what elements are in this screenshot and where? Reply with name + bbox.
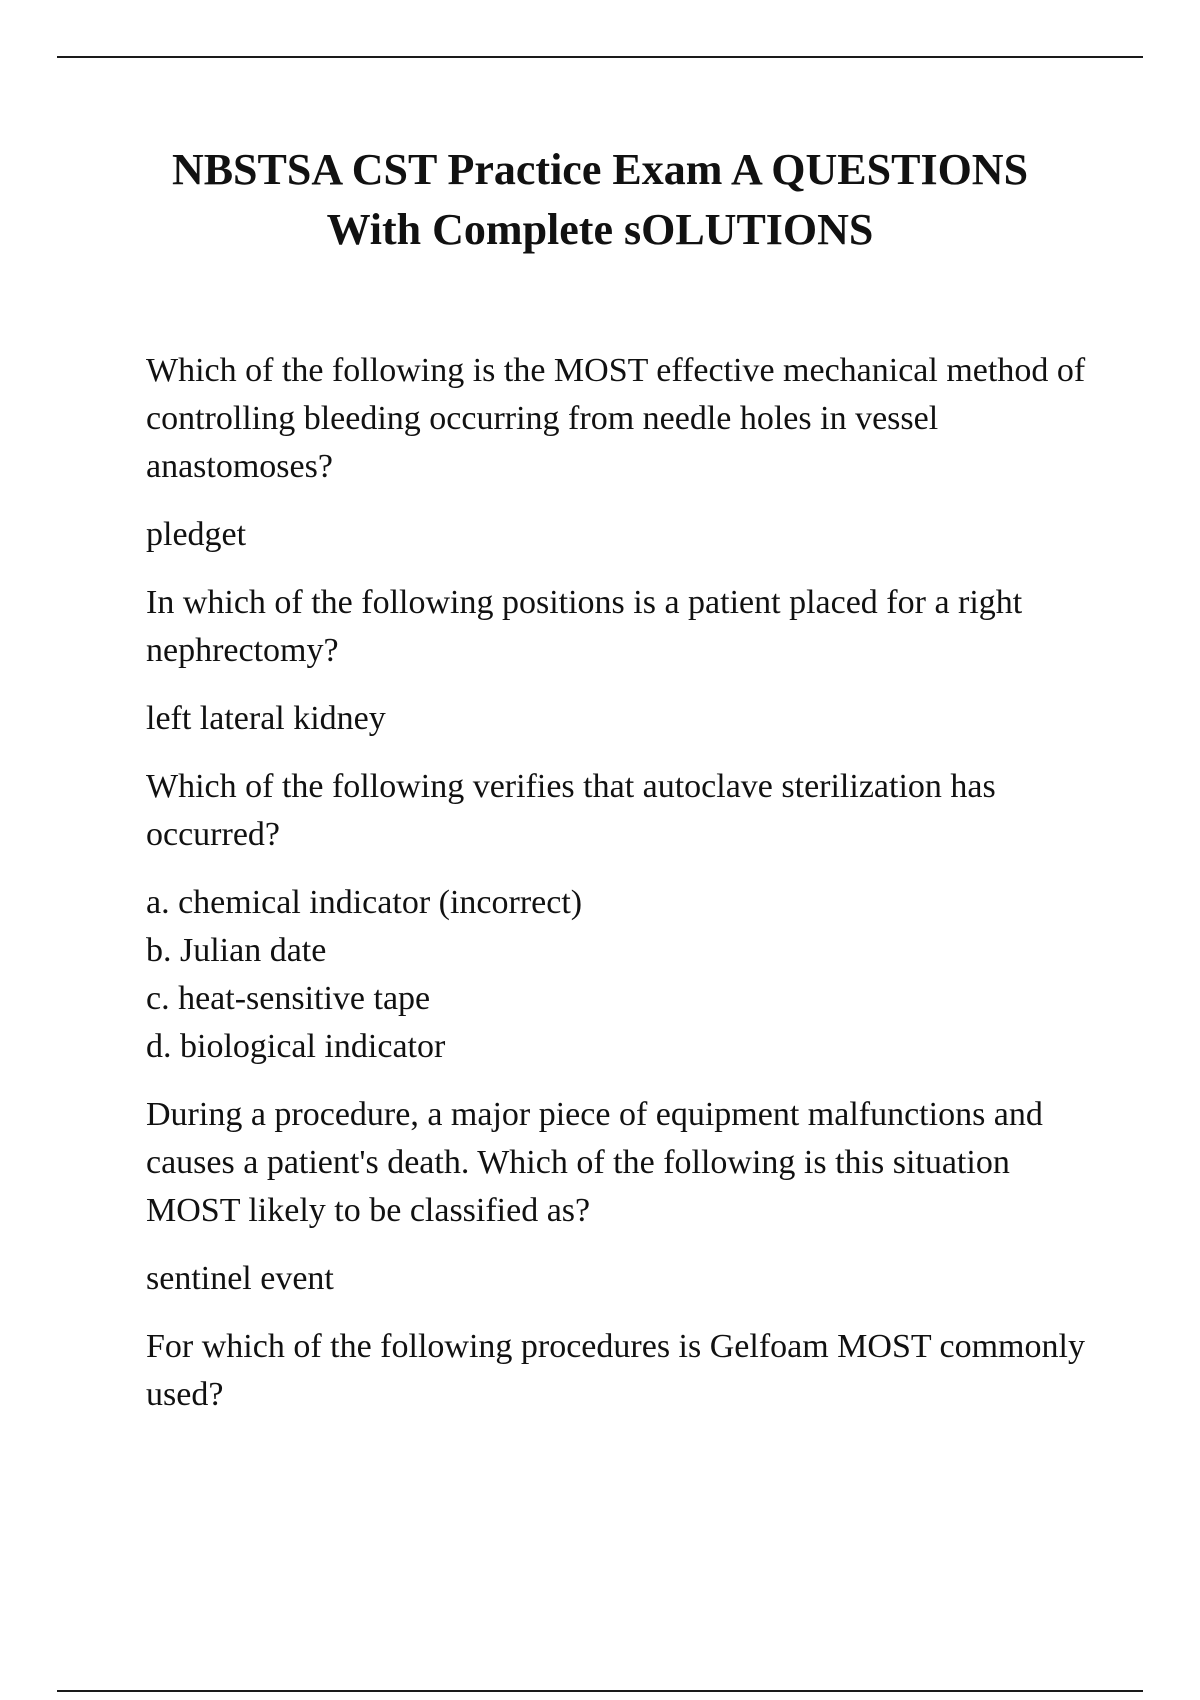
question-4: During a procedure, a major piece of equipment malfunctions and causes a patient's death. Which of the following is this situation MOST likely to be classified as? xyxy=(146,1096,1043,1229)
option-c: c. heat-sensitive tape xyxy=(146,980,431,1017)
question-2: In which of the following positions is a patient placed for a right nephrectomy? xyxy=(146,584,1023,669)
page-title xyxy=(57,140,1143,260)
question-3: Which of the following verifies that autoclave sterilization has occurred? xyxy=(146,768,996,853)
footer-rule xyxy=(57,1690,1143,1692)
header-rule xyxy=(57,56,1143,58)
option-a: a. chemical indicator (incorrect) xyxy=(146,884,583,921)
qa-content xyxy=(146,347,1106,1439)
title-line-2: With Complete sOLUTIONS xyxy=(326,205,874,254)
answer-4: sentinel event xyxy=(146,1260,334,1297)
answer-2: left lateral kidney xyxy=(146,700,386,737)
title-line-1: NBSTSA CST Practice Exam A QUESTIONS xyxy=(171,145,1029,194)
question-1: Which of the following is the MOST effective mechanical method of controlling bleeding occurring from needle holes in vessel anastomoses? xyxy=(146,352,1086,485)
option-b: b. Julian date xyxy=(146,932,327,969)
option-d: d. biological indicator xyxy=(146,1028,446,1065)
answer-1: pledget xyxy=(146,516,247,553)
question-5: For which of the following procedures is Gelfoam MOST commonly used? xyxy=(146,1328,1085,1413)
answer-options-3 xyxy=(146,879,1106,1071)
